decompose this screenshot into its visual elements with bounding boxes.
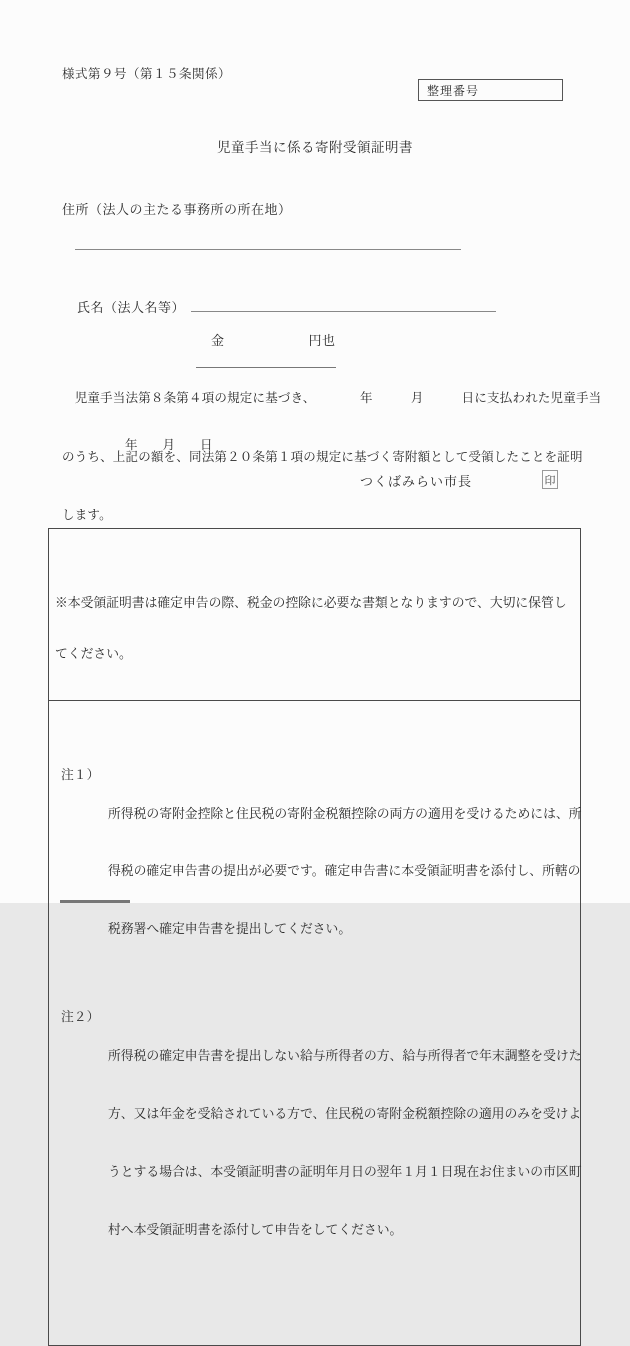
page-title: 児童手当に係る寄附受領証明書 (217, 140, 413, 155)
form-number: 様式第９号（第１５条関係） (62, 67, 232, 81)
note-items (49, 731, 580, 1315)
reference-number-box (418, 79, 563, 101)
caution-line: てください。 (55, 647, 132, 661)
name-blank-field (191, 298, 496, 312)
address-label: 住所（法人の主たる事務所の所在地） (62, 202, 292, 217)
reference-number-label: 整理番号 (427, 83, 480, 98)
address-blank-field (75, 249, 461, 250)
note-text (108, 766, 581, 978)
note-line: 方、又は年金を受給されている方で、住民税の寄附金税額控除の適用のみを受けよ (108, 1106, 582, 1121)
body-line: します。 (62, 508, 112, 522)
note-line: 所得税の寄附金控除と住民税の寄附金税額控除の両方の適用を受けるためには、所 (108, 806, 582, 821)
issue-date-placeholder: 年 月 日 (125, 438, 213, 452)
caution-line: ※本受領証明書は確定申告の際、税金の控除に必要な書類となりますので、大切に保管し (55, 596, 567, 610)
notes-box (48, 528, 581, 1346)
name-label: 氏名（法人名等） (77, 300, 186, 315)
note-item-1 (61, 766, 582, 978)
note-line: 得税の確定申告書の提出が必要です。確定申告書に本受領証明書を添付し、所轄の (108, 864, 581, 879)
note-text (108, 1008, 581, 1278)
note-item-2 (61, 1008, 582, 1278)
note-line: うとする場合は、本受領証明書の証明年月日の翌年１月１日現在お住まいの市区町 (108, 1164, 582, 1179)
amount-suffix: 円也 (308, 333, 336, 348)
amount-prefix: 金 (211, 333, 225, 348)
body-line: のうち、上記の額を、同法第２０条第１項の規定に基づく寄附額として受領したことを証明 (62, 449, 583, 464)
mayor-signature: つくばみらい市長 (360, 474, 473, 489)
seal-label: 印 (544, 474, 556, 487)
caution-section (49, 559, 580, 701)
seal-mark (542, 470, 558, 489)
note-label: 注１） (61, 768, 100, 782)
note-line: 税務署へ確定申告書を提出してください。 (108, 922, 352, 937)
body-line: 児童手当法第８条第４項の規定に基づき、 年 月 日に支払われた児童手当 (62, 391, 602, 405)
note-line: 村へ本受領証明書を添付して申告をしてください。 (108, 1222, 403, 1237)
note-line: 所得税の確定申告書を提出しない給与所得者の方、給与所得者で年末調整を受けた (108, 1048, 582, 1063)
scan-edge-artifact (60, 900, 130, 903)
note-label: 注２） (61, 1010, 100, 1025)
